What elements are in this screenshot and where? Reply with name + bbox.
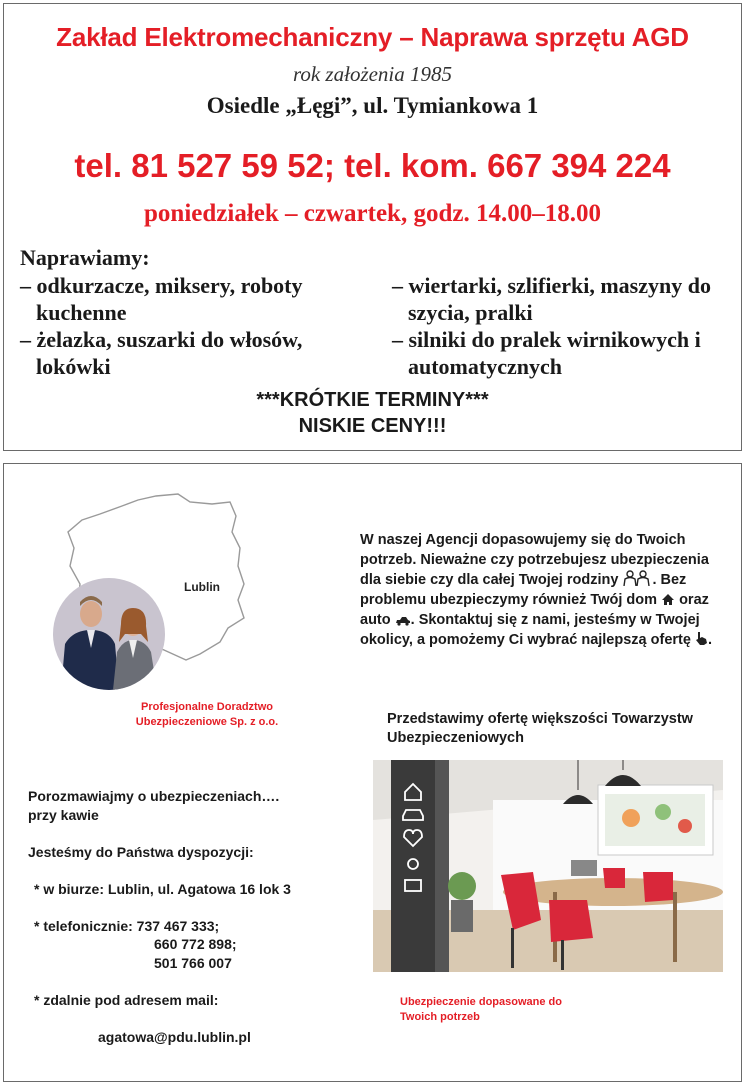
founded-year: rok założenia 1985	[292, 62, 453, 86]
agency-text-part: . Skontaktuj się z nami, jesteśmy w Twojej okolicy, a pomożemy Ci wybrać najlepszą ofertę	[360, 611, 700, 648]
contact-phone: 501 766 007	[154, 954, 232, 971]
agency-text-part: W naszej Agencji dopasowujemy się do Twoich potrzeb. Nieważne czy potrzebujesz ubezpieczenia dla siebie czy dla całej Twojej rodziny	[360, 532, 709, 589]
agency-text-part: oraz auto	[360, 592, 709, 628]
repair-item: – żelazka, suszarki do włosów, lokówki	[20, 327, 303, 379]
office-interior-photo	[373, 760, 723, 972]
contact-intro: przy kawie	[28, 806, 99, 823]
tagline: Ubezpieczenie dopasowane do Twoich potrzeb	[400, 996, 562, 1023]
family-icon	[622, 570, 652, 586]
agency-text-part: .	[707, 631, 712, 648]
repair-heading: Naprawiamy:	[20, 245, 150, 270]
contact-office: * w biurze: Lublin, ul. Agatowa 16 lok 3	[34, 880, 291, 897]
phone-numbers: tel. 81 527 59 52; tel. kom. 667 394 224	[74, 147, 671, 184]
contact-email-label: * zdalnie pod adresem mail:	[34, 991, 219, 1008]
address: Osiedle „Łęgi”, ul. Tymiankowa 1	[206, 93, 539, 118]
contact-phone: * telefonicznie: 737 467 333;	[34, 917, 220, 934]
slogan-short-terms: ***KRÓTKIE TERMINY***	[256, 389, 489, 411]
hand-pointer-icon	[695, 631, 708, 646]
ad-appliance-repair	[3, 3, 742, 451]
repair-list-left	[20, 272, 350, 380]
ad-title: Zakład Elektromechaniczny – Naprawa sprzętu AGD	[56, 22, 689, 52]
repair-item: – wiertarki, szlifierki, maszyny do szycia, pralki	[392, 273, 711, 325]
company-name: Profesjonalne Doradztwo Ubezpieczeniowe Sp. z o.o.	[135, 701, 279, 728]
offer-text: Przedstawimy ofertę większości Towarzystw Ubezpieczeniowych	[387, 711, 693, 746]
agency-description	[360, 531, 720, 650]
repair-list-right	[392, 272, 737, 380]
advisors-photo	[53, 578, 165, 690]
map-city-label: Lublin	[184, 580, 220, 594]
slogan-low-prices: NISKIE CENY!!!	[298, 415, 447, 437]
contact-phone: 660 772 898;	[154, 936, 237, 952]
repair-item: – odkurzacze, miksery, roboty kuchenne	[20, 273, 303, 325]
contact-email[interactable]: agatowa@pdu.lublin.pl	[98, 1028, 251, 1045]
contact-intro: Porozmawiajmy o ubezpieczeniach….	[28, 788, 280, 804]
agency-text-part: . Bez problemu ubezpieczymy również Twój dom	[360, 572, 687, 609]
contact-block	[28, 787, 358, 1046]
contact-availability: Jesteśmy do Państwa dyspozycji:	[28, 843, 254, 860]
house-icon	[661, 593, 675, 606]
opening-hours: poniedziałek – czwartek, godz. 14.00–18.00	[144, 200, 601, 227]
car-icon	[395, 616, 411, 626]
repair-item: – silniki do pralek wirnikowych i automatycznych	[392, 327, 701, 379]
